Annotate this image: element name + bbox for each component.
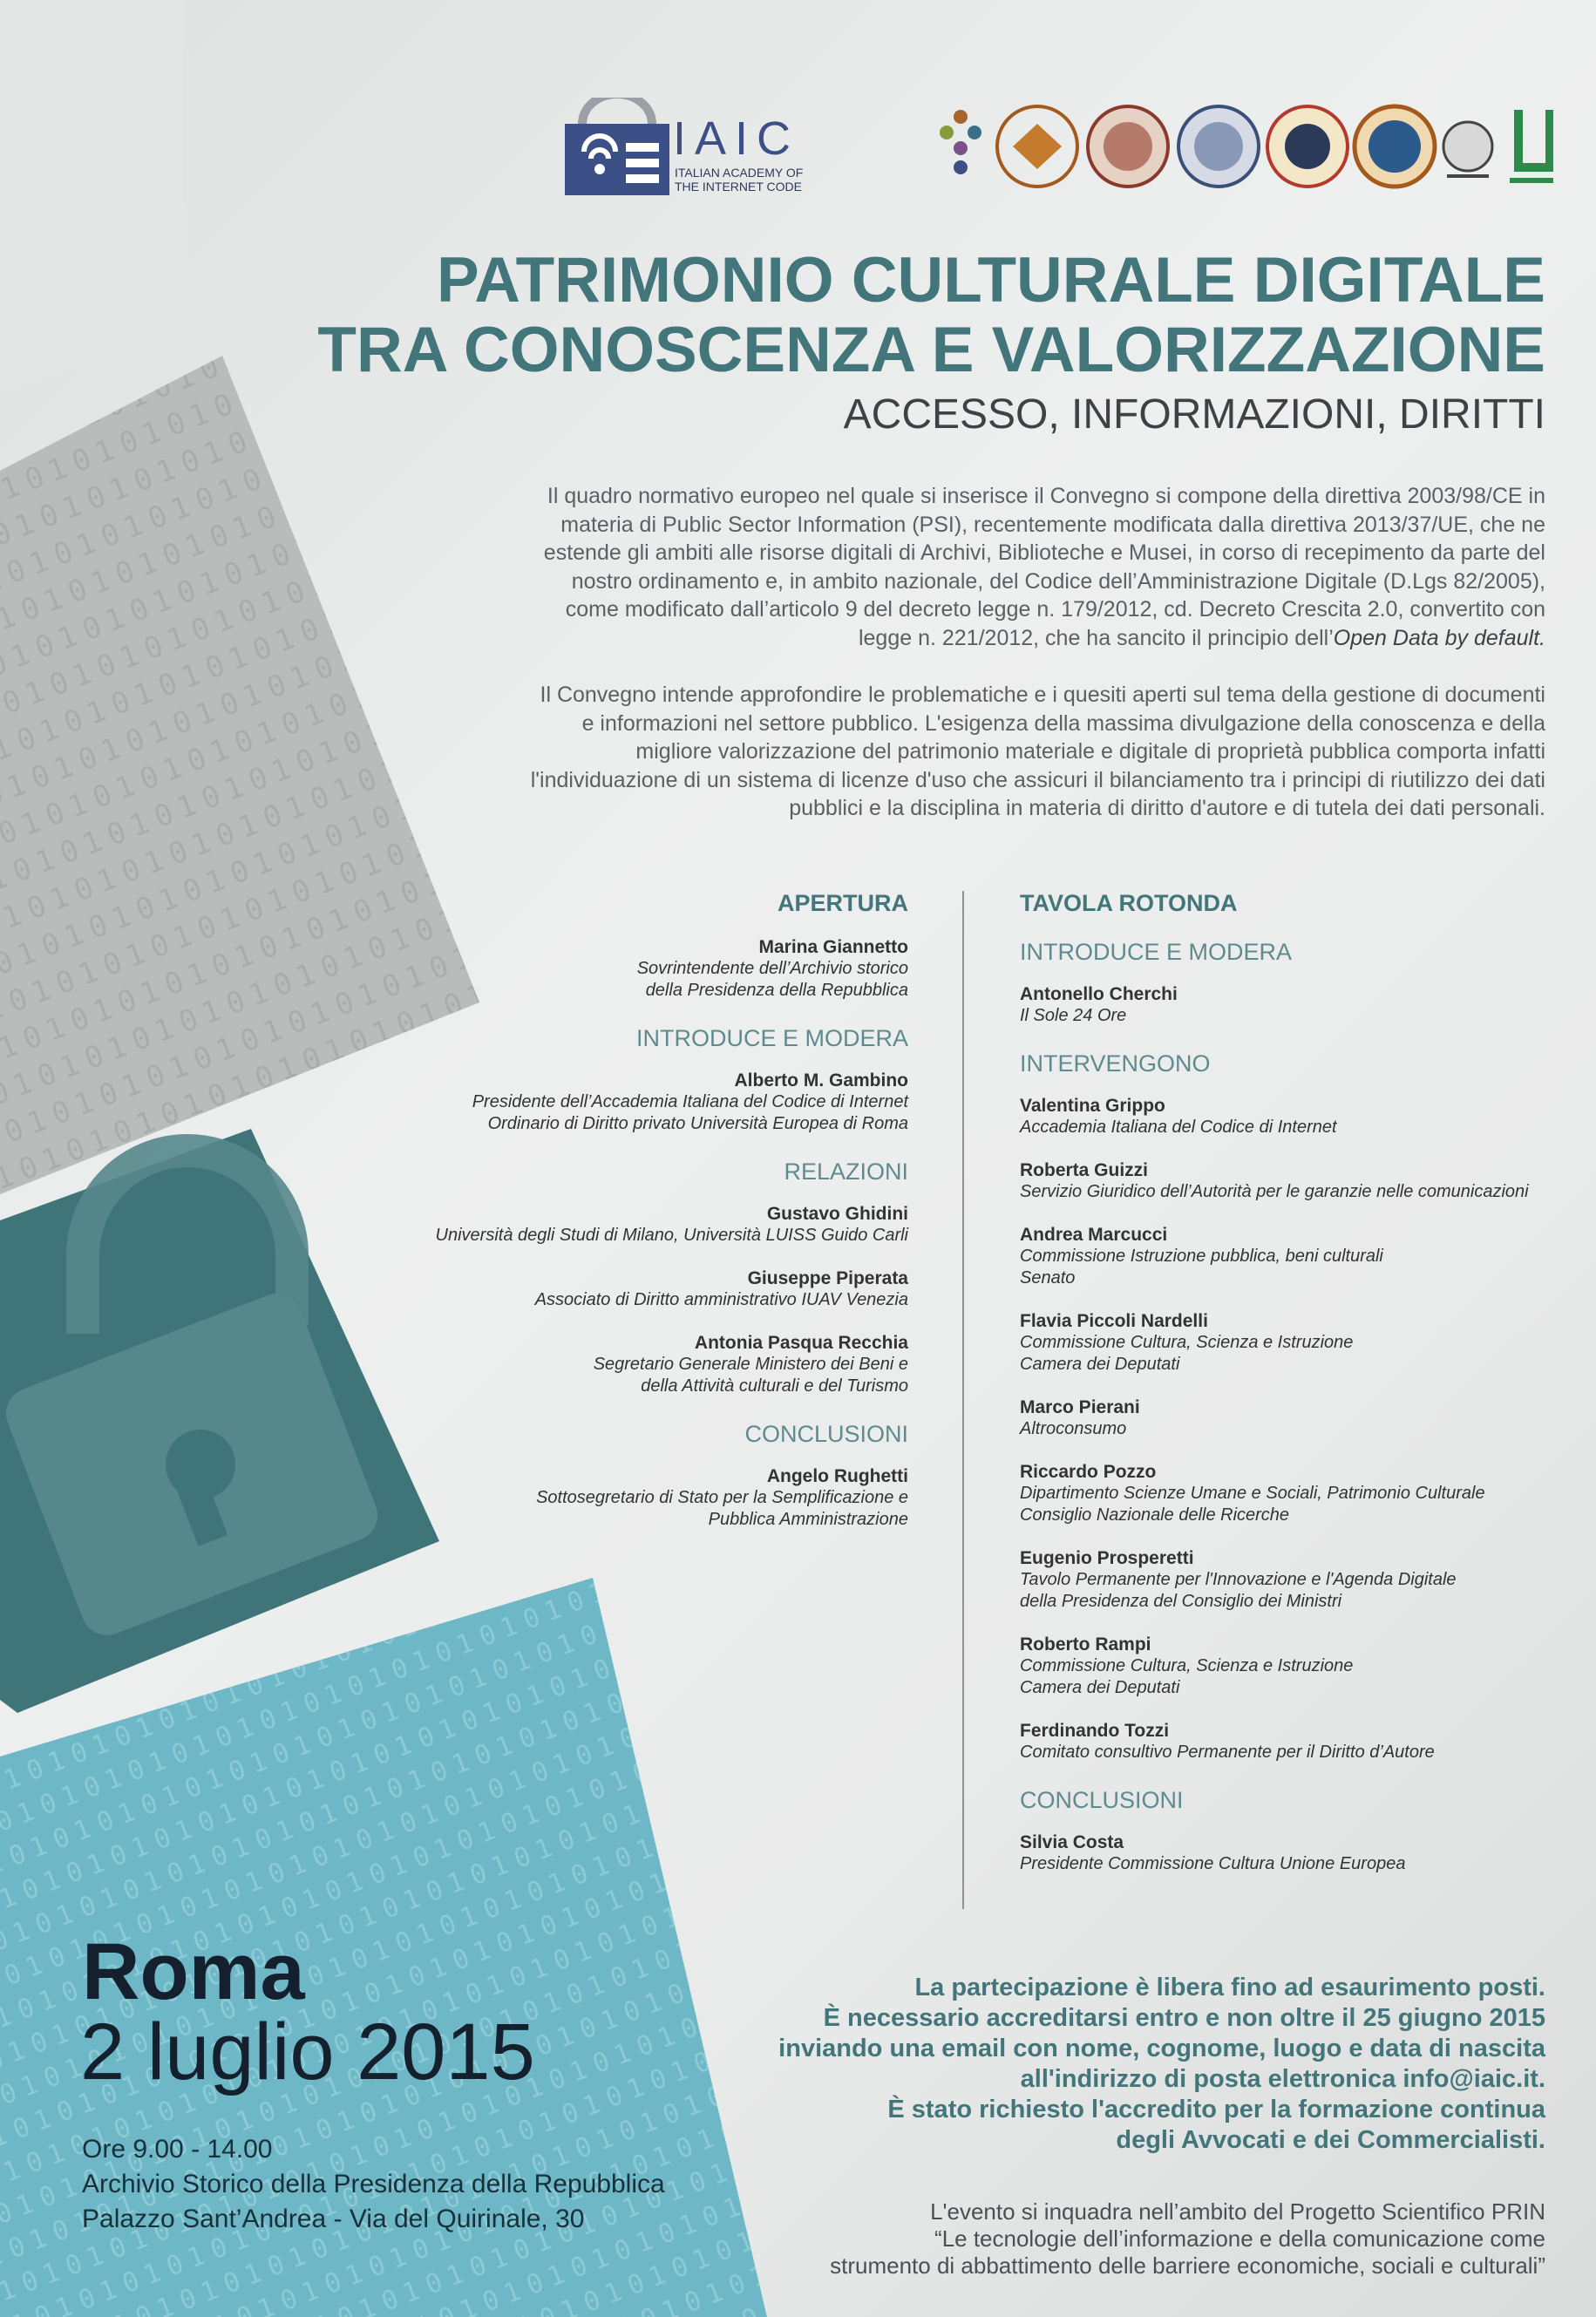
program-left-column <box>366 887 908 1552</box>
event-venue: Archivio Storico della Presidenza della Repubblica <box>82 2170 665 2198</box>
speaker-name: Andrea Marcucci <box>1020 1225 1168 1245</box>
intro-line: e informazioni nel settore pubblico. L'esigenza della massima divulgazione della conoscenza e della <box>581 710 1545 736</box>
light-panel <box>0 0 183 392</box>
speaker-name: Angelo Rughetti <box>766 1466 908 1486</box>
speaker <box>1020 1224 1560 1289</box>
title-line-2: TRA CONOSCENZA E VALORIZZAZIONE <box>317 315 1545 385</box>
speaker-role: Segretario Generale Ministero dei Beni e <box>593 1355 908 1374</box>
intro-line: pubblici e la disciplina in materia di diritto d'autore e di tutela dei dati personali. <box>789 796 1545 820</box>
speaker-role: Camera dei Deputati <box>1020 1678 1180 1697</box>
speaker-role: Tavolo Permanente per l'Innovazione e l'Agenda Digitale <box>1020 1570 1457 1589</box>
speaker <box>1020 1159 1560 1203</box>
speaker <box>1020 1396 1560 1440</box>
intro-line: nostro ordinamento e, in ambito nazionale, del Codice dell’Amministrazione Digitale (D.Lgs 82/2005), <box>571 568 1545 594</box>
page-subtitle: ACCESSO, INFORMAZIONI, DIRITTI <box>843 391 1545 438</box>
intro-line: l'individuazione di un sistema di licenze d'uso che assicuri il bilanciamento tra i principi di riutilizzo dei dati <box>530 767 1545 792</box>
speaker-role: Il Sole 24 Ore <box>1020 1006 1127 1025</box>
speaker-role: Senato <box>1020 1268 1076 1288</box>
intro-line: come modificato dall’articolo 9 del decreto legge n. 179/2012, cd. Decreto Crescita 2.0, convertito con <box>565 597 1545 622</box>
section-apertura: APERTURA <box>777 890 908 916</box>
universita-europea-seal-icon <box>997 106 1077 187</box>
column-divider <box>962 891 964 1909</box>
speaker-name: Marina Giannetto <box>758 937 908 957</box>
speaker <box>1020 1461 1560 1526</box>
speaker-name: Antonello Cherchi <box>1020 984 1178 1004</box>
speaker-name: Marco Pierani <box>1020 1397 1140 1417</box>
speaker-role: della Presidenza del Consiglio dei Ministri <box>1020 1592 1342 1611</box>
sannio-seal-icon <box>1443 122 1492 178</box>
title-line-1: PATRIMONIO CULTURALE DIGITALE <box>437 245 1545 316</box>
intro-emphasis: Open Data by default. <box>1333 625 1545 650</box>
section-conclusioni: CONCLUSIONI <box>1020 1787 1184 1813</box>
speaker-role: Servizio Giuridico dell’Autorità per le garanzie nelle comunicazioni <box>1020 1182 1529 1201</box>
speaker <box>1020 1095 1560 1138</box>
speaker <box>366 1070 908 1135</box>
speaker-name: Valentina Grippo <box>1020 1096 1165 1116</box>
speaker-role: Consiglio Nazionale delle Ricerche <box>1020 1505 1290 1525</box>
section-intervengono: INTERVENGONO <box>1020 1050 1211 1077</box>
speaker-role: Ordinario di Diritto privato Università Europea di Roma <box>487 1114 908 1133</box>
speaker <box>366 1465 908 1531</box>
speaker-name: Silvia Costa <box>1020 1832 1124 1852</box>
speaker-role: Sottosegretario di Stato per la Semplificazione e <box>536 1488 908 1507</box>
speaker-role: Camera dei Deputati <box>1020 1355 1180 1374</box>
event-address: Palazzo Sant’Andrea - Via del Quirinale, 30 <box>82 2205 585 2233</box>
speaker-name: Gustavo Ghidini <box>766 1204 908 1224</box>
prin-line: L'evento si inquadra nell’ambito del Progetto Scientifico PRIN <box>930 2198 1545 2225</box>
intro-line: Il Convegno intende approfondire le problematiche e i quesiti aperti sul tema della gestione di documenti <box>540 683 1545 707</box>
registration-line: È stato richiesto l'accredito per la formazione continua <box>887 2096 1545 2123</box>
speaker <box>1020 1310 1560 1376</box>
speaker <box>366 1332 908 1397</box>
speaker-name: Giuseppe Piperata <box>747 1268 908 1288</box>
prin-line: “Le tecnologie dell’informazione e della comunicazione come <box>934 2225 1545 2252</box>
speaker-role: Commissione Cultura, Scienza e Istruzione <box>1020 1333 1354 1352</box>
registration-line: degli Avvocati e dei Commercialisti. <box>1116 2126 1545 2154</box>
speaker-name: Ferdinando Tozzi <box>1020 1721 1170 1741</box>
speaker-role: Sovrintendente dell’Archivio storico <box>636 959 908 978</box>
speaker-role: Pubblica Amministrazione <box>708 1510 908 1529</box>
intro-line: estende gli ambiti alle risorse digitali di Archivi, Biblioteche e Musei, in corso di recepimento da parte del <box>543 540 1545 565</box>
intro-paragraph-2 <box>412 681 1545 823</box>
speaker-role: della Attività culturali e del Turismo <box>641 1376 908 1396</box>
prin-line: strumento di abbattimento delle barriere economiche, sociali e culturali” <box>830 2252 1545 2279</box>
speaker <box>366 1267 908 1311</box>
iaic-subtitle: ITALIAN ACADEMY OF THE INTERNET CODE <box>675 166 804 194</box>
event-city: Roma <box>82 1927 305 2016</box>
event-time: Ore 9.00 - 14.00 <box>82 2135 273 2164</box>
speaker-role: Accademia Italiana del Codice di Internet <box>1020 1118 1337 1137</box>
iaic-mark-icon <box>565 98 669 195</box>
event-date: 2 luglio 2015 <box>80 2008 535 2096</box>
prin-logo-icon <box>940 110 981 174</box>
intro-line: Il quadro normativo europeo nel quale si inserisce il Convegno si compone della direttiva 2003/98/CE in <box>547 484 1545 508</box>
university-seal-blue-icon <box>1178 106 1259 187</box>
speaker <box>1020 1547 1560 1613</box>
speaker-role: Comitato consultivo Permanente per il Diritto d’Autore <box>1020 1743 1435 1762</box>
speaker <box>1020 983 1560 1027</box>
speaker-name: Eugenio Prosperetti <box>1020 1548 1194 1568</box>
intro-line: migliore valorizzazione del patrimonio materiale e digitale di proprietà pubblica comporta infatti <box>635 739 1545 764</box>
intro-line: materia di Public Sector Information (PSI), recentemente modificata dalla direttiva 2013/37/UE, che ne <box>560 512 1545 537</box>
speaker <box>1020 1720 1560 1763</box>
section-conclusioni: CONCLUSIONI <box>744 1421 908 1447</box>
program-right-column <box>1020 887 1560 1896</box>
speaker <box>366 1203 908 1247</box>
section-tavola-rotonda: TAVOLA ROTONDA <box>1020 890 1238 916</box>
speaker-role: Presidente dell’Accademia Italiana del Codice di Internet <box>472 1092 908 1111</box>
speaker-name: Roberto Rampi <box>1020 1634 1151 1655</box>
speaker <box>366 936 908 1002</box>
section-introduce: INTRODUCE E MODERA <box>1020 939 1293 965</box>
iaic-name: IAIC <box>673 112 800 165</box>
section-relazioni: RELAZIONI <box>784 1158 908 1185</box>
speaker-role: Commissione Cultura, Scienza e Istruzione <box>1020 1656 1354 1675</box>
partner-logos <box>926 98 1553 195</box>
iaic-logo <box>565 98 809 195</box>
speaker-name: Flavia Piccoli Nardelli <box>1020 1311 1208 1331</box>
speaker-name: Alberto M. Gambino <box>734 1070 908 1091</box>
section-introduce: INTRODUCE E MODERA <box>635 1025 908 1051</box>
intro-paragraph-1 <box>412 482 1545 652</box>
registration-line: La partecipazione è libera fino ad esaurimento posti. <box>914 1974 1545 2001</box>
speaker-role: Dipartimento Scienze Umane e Sociali, Patrimonio Culturale <box>1020 1484 1485 1503</box>
speaker <box>1020 1634 1560 1699</box>
speaker-role: Altroconsumo <box>1020 1419 1127 1438</box>
tor-vergata-logo-icon <box>1510 110 1553 183</box>
speaker-name: Roberta Guizzi <box>1020 1160 1149 1180</box>
speaker-role: Presidente Commissione Cultura Unione Europea <box>1020 1854 1406 1873</box>
registration-line: all'indirizzo di posta elettronica info@iaic.it. <box>1020 2065 1545 2093</box>
university-seal-red-icon <box>1267 106 1348 187</box>
registration-line: inviando una email con nome, cognome, luogo e data di nascita <box>778 2035 1545 2062</box>
intro-line: legge n. 221/2012, che ha sancito il principio dell’ <box>858 625 1334 650</box>
registration-line: È necessario accreditarsi entro e non oltre il 25 giugno 2015 <box>823 2004 1545 2032</box>
speaker <box>1020 1831 1560 1875</box>
speaker-name: Riccardo Pozzo <box>1020 1462 1157 1482</box>
speaker-role: Università degli Studi di Milano, Università LUISS Guido Carli <box>435 1226 908 1245</box>
speaker-role: della Presidenza della Repubblica <box>645 981 908 1000</box>
alma-mater-seal-icon <box>1088 106 1168 187</box>
sun-seal-icon <box>1355 106 1435 187</box>
speaker-name: Antonia Pasqua Recchia <box>694 1333 908 1353</box>
page-title <box>238 246 1545 385</box>
speaker-role: Associato di Diritto amministrativo IUAV Venezia <box>534 1290 908 1309</box>
speaker-role: Commissione Istruzione pubblica, beni culturali <box>1020 1247 1383 1266</box>
